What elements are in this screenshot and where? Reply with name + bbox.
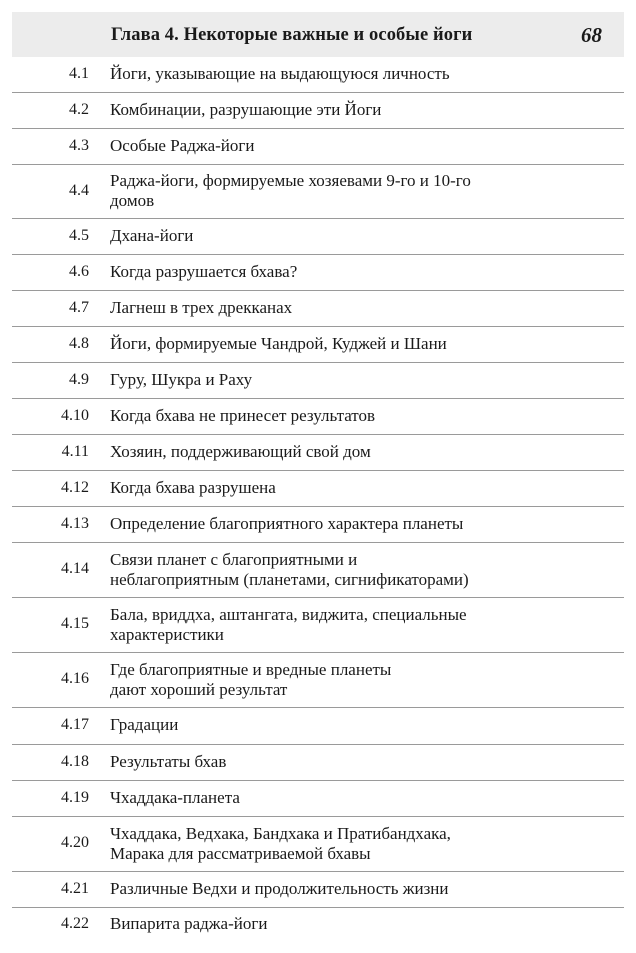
page-number: 68 bbox=[581, 23, 602, 47]
toc-row bbox=[12, 363, 624, 399]
section-title: Випарита раджа-йоги bbox=[110, 914, 268, 933]
toc-row bbox=[12, 255, 624, 291]
toc-row bbox=[12, 781, 624, 817]
section-title: Чхаддака-планета bbox=[110, 788, 240, 807]
section-title: Чхаддака, Ведхака, Бандхака и Пратибандхака, Марака для рассматриваемой бхавы bbox=[110, 824, 451, 863]
chapter-title: Глава 4. Некоторые важные и особые йоги bbox=[111, 25, 473, 45]
toc-row bbox=[12, 399, 624, 435]
section-number: 4.17 bbox=[61, 716, 89, 733]
section-title: Лагнеш в трех дрекканах bbox=[110, 298, 293, 317]
section-title: Определение благоприятного характера планеты bbox=[110, 514, 464, 533]
toc-row bbox=[12, 507, 624, 543]
section-number: 4.11 bbox=[61, 443, 89, 460]
section-title: Йоги, указывающие на выдающуюся личность bbox=[110, 64, 450, 83]
section-number: 4.8 bbox=[69, 335, 89, 352]
section-title: Дхана-йоги bbox=[110, 226, 194, 245]
section-number: 4.20 bbox=[61, 834, 89, 851]
toc-row bbox=[12, 471, 624, 507]
section-title: Комбинации, разрушающие эти Йоги bbox=[110, 100, 382, 119]
toc-row bbox=[12, 129, 624, 165]
toc-row bbox=[12, 291, 624, 327]
section-title: Где благоприятные и вредные планеты дают хороший результат bbox=[110, 660, 392, 699]
section-title: Бала, вриддха, аштангата, виджита, специальные характеристики bbox=[110, 605, 467, 644]
section-title: Когда разрушается бхава? bbox=[110, 262, 298, 281]
toc-row bbox=[12, 57, 624, 93]
section-number: 4.4 bbox=[69, 182, 89, 199]
toc-row bbox=[12, 327, 624, 363]
section-title: Результаты бхав bbox=[110, 752, 227, 771]
section-number: 4.12 bbox=[61, 479, 89, 496]
section-number: 4.14 bbox=[61, 560, 89, 577]
section-number: 4.21 bbox=[61, 880, 89, 897]
toc-row bbox=[12, 653, 624, 708]
toc-row bbox=[12, 872, 624, 908]
section-title: Когда бхава не принесет результатов bbox=[110, 406, 376, 425]
section-number: 4.9 bbox=[69, 371, 89, 388]
toc-row bbox=[12, 543, 624, 598]
section-number: 4.19 bbox=[61, 789, 89, 806]
section-number: 4.1 bbox=[69, 65, 89, 82]
section-number: 4.16 bbox=[61, 670, 89, 687]
section-number: 4.5 bbox=[69, 227, 89, 244]
chapter-header bbox=[12, 12, 624, 57]
section-title: Градации bbox=[110, 715, 179, 734]
section-number: 4.15 bbox=[61, 615, 89, 632]
toc-row bbox=[12, 708, 624, 745]
toc-row bbox=[12, 93, 624, 129]
toc-row bbox=[12, 165, 624, 219]
toc-row bbox=[12, 219, 624, 255]
section-title: Особые Раджа-йоги bbox=[110, 136, 255, 155]
toc-list bbox=[12, 57, 624, 944]
section-title: Хозяин, поддерживающий свой дом bbox=[110, 442, 371, 461]
toc-row bbox=[12, 745, 624, 781]
section-title: Йоги, формируемые Чандрой, Куджей и Шани bbox=[110, 334, 447, 353]
section-title: Связи планет с благоприятными и неблагоприятным (планетами, сигнификаторами) bbox=[110, 550, 469, 589]
section-number: 4.22 bbox=[61, 915, 89, 932]
section-title: Раджа-йоги, формируемые хозяевами 9-го и 10-го домов bbox=[110, 171, 471, 210]
section-title: Гуру, Шукра и Раху bbox=[110, 370, 253, 389]
section-number: 4.18 bbox=[61, 753, 89, 770]
toc-row bbox=[12, 598, 624, 653]
section-number: 4.3 bbox=[69, 137, 89, 154]
section-title: Различные Ведхи и продолжительность жизни bbox=[110, 879, 449, 898]
section-number: 4.10 bbox=[61, 407, 89, 424]
toc-row bbox=[12, 908, 624, 944]
section-number: 4.13 bbox=[61, 515, 89, 532]
section-title: Когда бхава разрушена bbox=[110, 478, 276, 497]
toc-row bbox=[12, 817, 624, 872]
section-number: 4.2 bbox=[69, 101, 89, 118]
toc-row bbox=[12, 435, 624, 471]
section-number: 4.6 bbox=[69, 263, 89, 280]
section-number: 4.7 bbox=[69, 299, 89, 316]
